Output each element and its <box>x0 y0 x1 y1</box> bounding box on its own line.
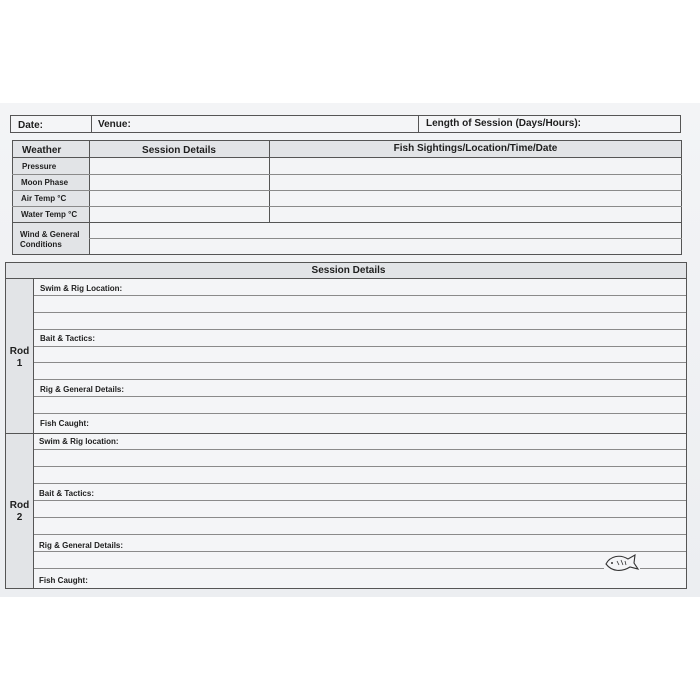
rod-2-bait-tactics-label: Bait & Tactics: <box>39 489 94 498</box>
writing-line <box>34 362 686 363</box>
writing-line <box>640 568 686 569</box>
writing-line <box>34 466 686 467</box>
divider <box>5 433 687 434</box>
writing-line <box>34 413 686 414</box>
writing-line <box>34 483 686 484</box>
row-line <box>12 190 682 191</box>
wind-conditions-label-line1: Wind & General <box>20 230 80 239</box>
writing-line <box>34 500 686 501</box>
writing-line <box>34 329 686 330</box>
weather-column-header: Weather <box>22 145 62 156</box>
rod-1-swim-rig-location-label: Swim & Rig Location: <box>40 284 123 293</box>
row-line <box>12 174 682 175</box>
rod-2-swim-rig-location-label: Swim & Rig location: <box>39 437 119 446</box>
divider <box>91 115 92 133</box>
rod-2-label-cell <box>6 434 33 588</box>
divider <box>418 115 419 133</box>
writing-line <box>34 551 686 552</box>
moon-phase-label: Moon Phase <box>21 178 69 187</box>
rod-1-bait-tactics-label: Bait & Tactics: <box>40 334 95 343</box>
row-line <box>12 206 682 207</box>
wind-conditions-label-line2: Conditions <box>20 240 62 249</box>
length-of-session-label: Length of Session (Days/Hours): <box>426 118 582 129</box>
writing-line <box>34 517 686 518</box>
venue-label: Venue: <box>98 119 131 130</box>
rod-1-rig-general-details-label: Rig & General Details: <box>40 385 125 394</box>
fish-sightings-column-header: Fish Sightings/Location/Time/Date <box>393 143 558 154</box>
writing-line <box>34 534 686 535</box>
session-details-column-header: Session Details <box>142 145 216 156</box>
writing-line <box>34 346 686 347</box>
writing-line <box>34 449 686 450</box>
writing-line <box>34 568 604 569</box>
writing-line <box>34 312 686 313</box>
rod-2-label-line1: Rod <box>9 500 30 511</box>
rod-1-fish-caught-label: Fish Caught: <box>40 419 89 428</box>
writing-line <box>34 379 686 380</box>
rod-2-label-line2: 2 <box>16 512 23 523</box>
row-line <box>89 238 682 239</box>
divider <box>5 278 687 279</box>
divider <box>12 157 682 158</box>
water-temp-label: Water Temp °C <box>21 210 78 219</box>
pressure-label: Pressure <box>22 162 57 171</box>
rod-2-fish-caught-label: Fish Caught: <box>39 576 88 585</box>
carp-fish-logo-icon <box>604 552 640 574</box>
date-label: Date: <box>18 120 44 131</box>
row-line <box>12 222 682 223</box>
air-temp-label: Air Temp °C <box>21 194 67 203</box>
rod-1-label-line2: 1 <box>16 358 23 369</box>
writing-line <box>34 396 686 397</box>
session-details-title: Session Details <box>311 265 386 276</box>
rod-1-label-line1: Rod <box>9 346 30 357</box>
rod-2-rig-general-details-label: Rig & General Details: <box>39 541 124 550</box>
writing-line <box>34 295 686 296</box>
